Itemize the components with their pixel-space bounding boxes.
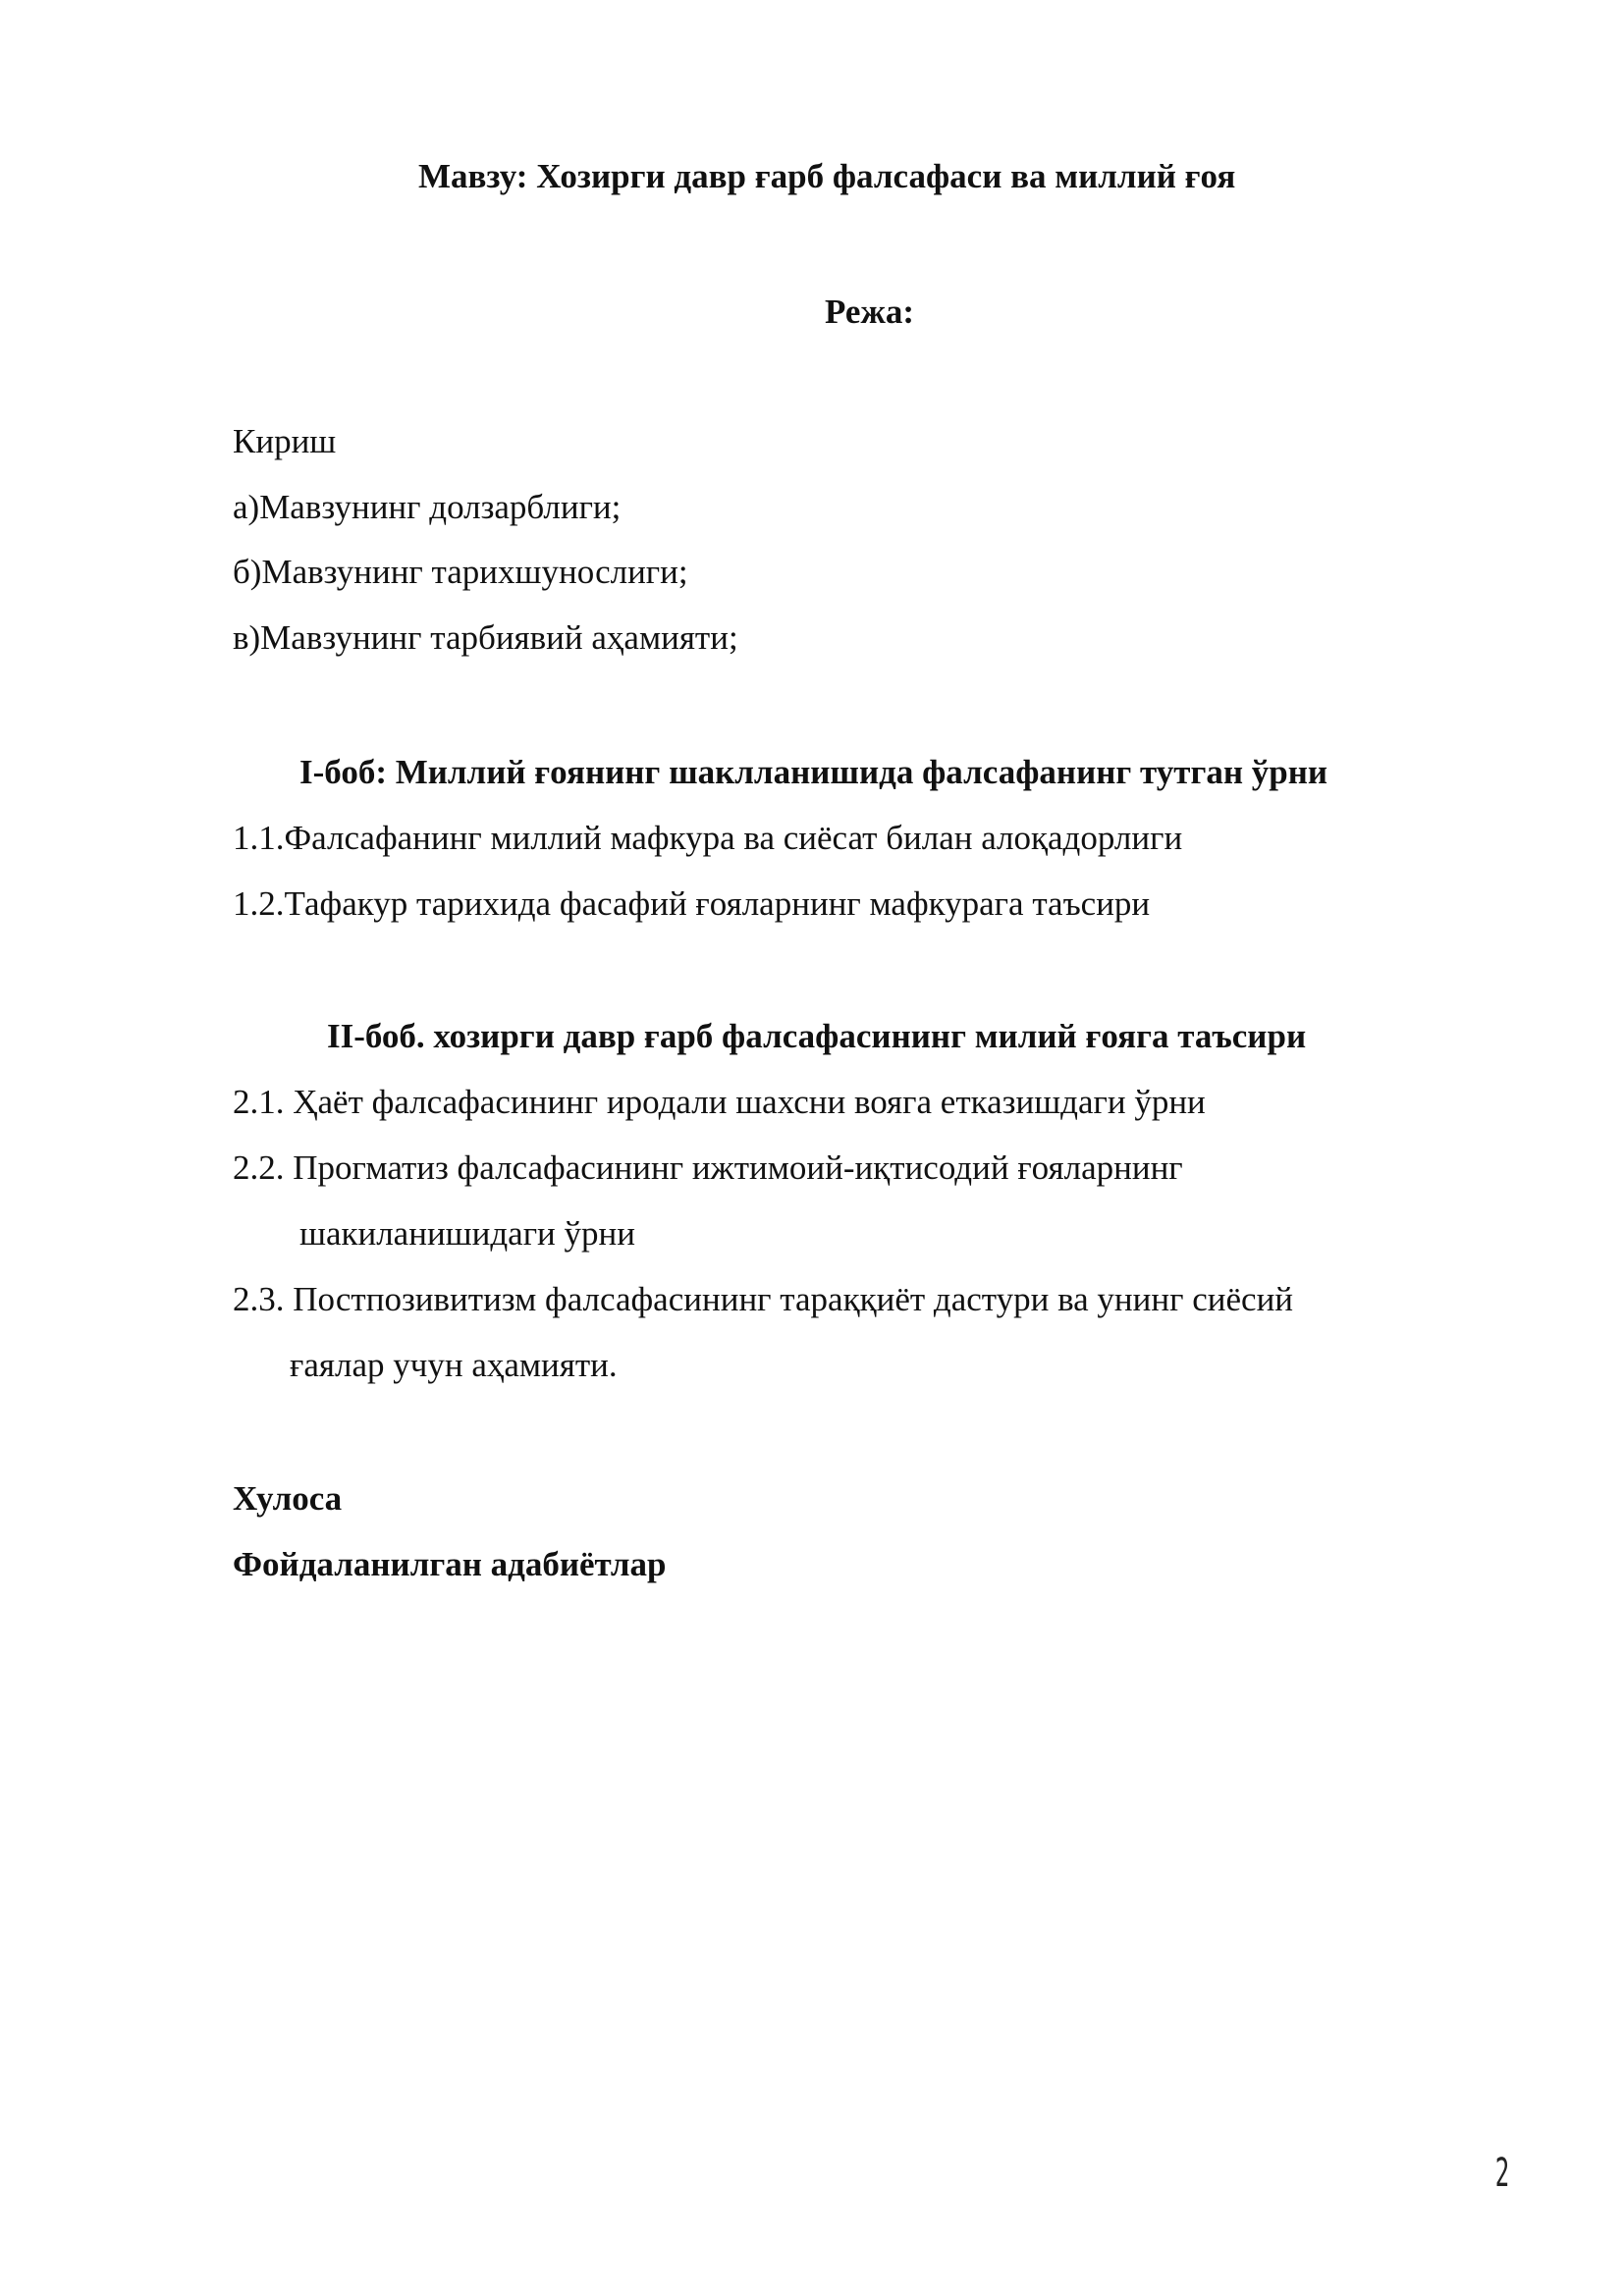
intro-item: б)Мавзунинг тарихшунослиги; — [233, 553, 688, 591]
document-title: Мавзу: Хозирги давр ғарб фалсафаси ва миллий ғоя — [418, 157, 1236, 195]
chapter2-item: 2.2. Прогматиз фалсафасининг ижтимоий-иқтисодий ғояларнинг — [233, 1148, 1183, 1187]
intro-item: в)Мавзунинг тарбиявий аҳамияти; — [233, 618, 738, 657]
chapter2-item-continuation: ғаялар учун аҳамияти. — [290, 1346, 618, 1384]
conclusion-heading: Хулоса — [233, 1479, 343, 1518]
chapter2-item: 2.1. Ҳаёт фалсафасининг иродали шахсни вояга етказишдаги ўрни — [233, 1083, 1206, 1121]
chapter1-heading: I-боб: Миллий ғоянинг шаклланишида фалсафанинг тутган ўрни — [299, 753, 1328, 791]
chapter2-heading: II-боб. хозирги давр ғарб фалсафасининг милий ғояга таъсири — [327, 1017, 1307, 1055]
intro-label: Кириш — [233, 422, 337, 460]
chapter1-item: 1.1.Фалсафанинг миллий мафкура ва сиёсат билан алоқадорлиги — [233, 819, 1183, 857]
chapter2-item-continuation: шакиланишидаги ўрни — [299, 1214, 636, 1253]
page-number: 2 — [1494, 2151, 1510, 2196]
plan-heading: Режа: — [825, 293, 914, 331]
references-heading: Фойдаланилган адабиётлар — [233, 1545, 667, 1583]
chapter1-item: 1.2.Тафакур тарихида фасафий ғояларнинг мафкурага таъсири — [233, 884, 1151, 923]
chapter2-item: 2.3. Постпозивитизм фалсафасининг тараққиёт дастури ва унинг сиёсий — [233, 1280, 1294, 1318]
intro-item: а)Мавзунинг долзарблиги; — [233, 488, 622, 526]
